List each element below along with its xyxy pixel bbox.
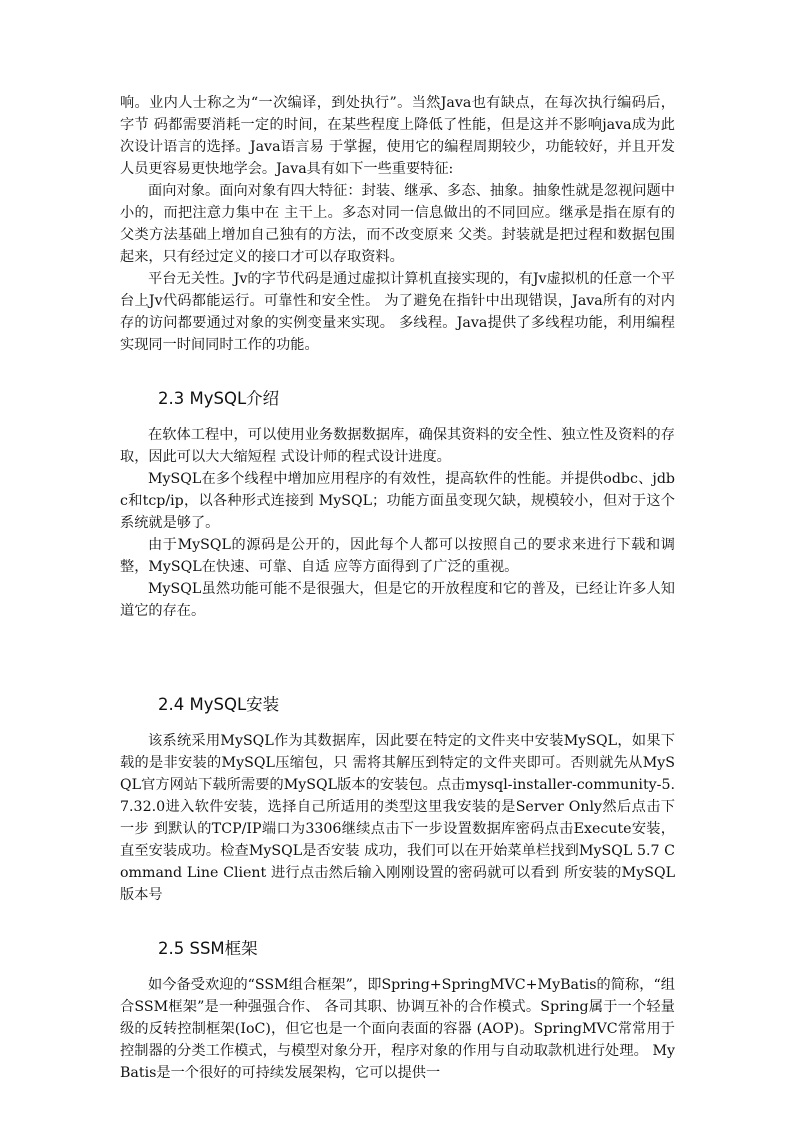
body-paragraph: 面向对象。面向对象有四大特征：封装、继承、多态、抽象。抽象性就是忽视问题中小的，而把注意力集中在 主干上。多态对同一信息做出的不同回应。继承是指在原有的父类方法基础上增加自己独有的方法，而不改变原来 父类。封装就是把过程和数据包围起来，只有经过定义的接口才可以存取资料。: [120, 183, 675, 265]
body-paragraph: 在软体工程中，可以使用业务数据数据库，确保其资料的安全性、独立性及资料的存取，因此可以大大缩短程 式设计师的程式设计进度。: [120, 427, 675, 465]
body-paragraph: MySQL虽然功能可能不是很强大，但是它的开放程度和它的普及，已经让许多人知道它的存在。: [120, 581, 675, 619]
section-heading-ssm-framework: 2.5 SSM框架: [158, 939, 258, 958]
document-body: [120, 92, 675, 1084]
body-paragraph: 如今备受欢迎的“SSM组合框架”，即Spring+SpringMVC+MyBatis的简称，“组合SSM框架”是一种强强合作、 各司其职、协调互补的合作模式。Spring属于一个轻量级的反转控制框架(IoC)，但它也是一个面向表面的容器 (AOP)。SpringMVC常常用于控制器的分类工作模式，与模型对象分开，程序对象的作用与自动取款机进行处理。 MyBatis是一个很好的可持续发展架构，它可以提供一: [120, 977, 675, 1081]
body-paragraph: 平台无关性。Jv的字节代码是通过虚拟计算机直接实现的，有Jv虚拟机的任意一个平台上Jv代码都能运行。可靠性和安全性。 为了避免在指针中出现错误，Java所有的对内存的访问都要通过对象的实例变量来实现。 多线程。Java提供了多线程功能，利用编程实现同一时间同时工作的功能。: [120, 271, 675, 353]
body-paragraph: 该系统采用MySQL作为其数据库，因此要在特定的文件夹中安装MySQL，如果下载的是非安装的MySQL压缩包，只 需将其解压到特定的文件夹即可。否则就先从MySQL官方网站下载所需要的MySQL版本的安装包。点击mysql-installer-community-5.7.32.0进入软件安装，选择自己所适用的类型这里我安装的是Server Only然后点击下一步 到默认的TCP/IP端口为3306继续点击下一步设置数据库密码点击Execute安装，直至安装成功。检查MySQL是否安装 成功，我们可以在开始菜单栏找到MySQL 5.7 Command Line Client 进行点击然后输入刚刚设置的密码就可以看到 所安装的MySQL版本号: [120, 733, 675, 903]
section-heading-mysql-install: 2.4 MySQL安装: [158, 695, 280, 714]
body-paragraph: 响。业内人士称之为“一次编译，到处执行”。当然Java也有缺点，在每次执行编码后，字节 码都需要消耗一定的时间，在某些程度上降低了性能，但是这并不影响java成为此次设计语言的选择。Java语言易 于掌握，使用它的编程周期较少，功能较好，并且开发人员更容易更快地学会。Java具有如下一些重要特征:: [120, 95, 675, 177]
section-heading-mysql-intro: 2.3 MySQL介绍: [158, 389, 280, 408]
body-paragraph: MySQL在多个线程中增加应用程序的有效性，提高软件的性能。并提供odbc、jdbc和tcp/ip，以各种形式连接到 MySQL；功能方面虽变现欠缺，规模较小，但对于这个系统就是够了。: [120, 471, 675, 531]
body-paragraph: 由于MySQL的源码是公开的，因此每个人都可以按照自己的要求来进行下载和调整，MySQL在快速、可靠、自适 应等方面得到了广泛的重视。: [120, 537, 675, 575]
